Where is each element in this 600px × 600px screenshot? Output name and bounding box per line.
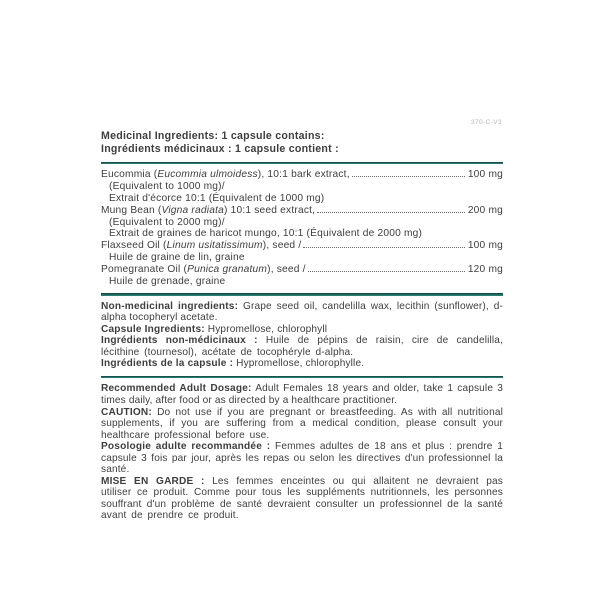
non-medicinal-lead-label: Ingrédients de la capsule : [101,358,234,370]
ingredient-subline: Extrait de graines de haricot mungo, 10:1 (Équivalent de 2000 mg) [109,228,423,240]
dotted-leader [317,212,465,213]
ingredient-latin-name: Eucommia ulmoidess [157,169,258,181]
ingredient-row [101,264,503,288]
ingredient-subline: Extrait d'écorce 10:1 (Équivalent de 1000 mg) [109,192,325,204]
ingredient-latin-name: Punica granatum [187,263,268,275]
ingredient-main-line [101,169,503,181]
ingredient-amount: 120 mg [467,263,503,275]
dosage-paragraph: MISE EN GARDE : Les femmes enceintes ou qui allaitent ne devraient pas utiliser ce produit. Comme pour tous les suppléments nutritionnels, les personnes souffrant d'un problème de santé devraient consulter un professionnel de la santé avant de prendre ce produit. [101,475,503,522]
label-content [101,130,503,525]
non-medicinal-lead-label: Ingrédients non-médicinaux : [101,335,258,347]
ingredient-main-line [101,205,503,217]
dosage-lead-label: MISE EN GARDE : [101,475,205,487]
non-medicinal-paragraph: Ingrédients non-médicinaux : Huile de pépins de raisin, cire de candelilla, lécithine (tournesol), acétate de tocophéryle d-alpha. [101,335,503,358]
dosage-lead-label: CAUTION: [101,406,152,418]
dosage-paragraph: Recommended Adult Dosage: Adult Females 18 years and older, take 1 capsule 3 times daily, after food or as directed by a healthcare practitioner. [101,383,504,406]
ingredient-row [101,240,503,264]
ingredient-row [101,205,503,240]
ingredient-row [101,169,503,204]
dotted-leader [303,247,464,248]
ingredient-amount: 100 mg [467,240,503,252]
ingredient-main-line [101,240,503,252]
divider-rule-bottom [101,376,503,378]
ingredient-latin-name: Linum usitatissimum [166,240,263,252]
ingredient-subline: (Equivalent to 2000 mg)/ [109,216,225,228]
divider-rule-top [101,162,503,164]
non-medicinal-paragraph: Ingrédients de la capsule : Hypromellose, chlorophylle. [101,358,365,370]
ingredient-subline: Huile de graine de lin, graine [109,251,245,263]
dosage-lead-label: Posologie adulte recommandée : [101,441,271,453]
dotted-leader [308,271,465,272]
ingredient-name: Flaxseed Oil (Linum usitatissimum), seed / [101,240,302,252]
label-version-code: 370-C-V3 [470,119,502,126]
ingredient-subline: Huile de grenade, graine [109,275,226,287]
dosage-paragraph: Posologie adulte recommandée : Femmes adultes de 18 ans et plus : prendre 1 capsule 3 fois par jour, après les repas ou selon les directives d'un professionnel la santé. [101,441,503,476]
medicinal-header-en: Medicinal Ingredients: 1 capsule contains: [101,130,325,142]
ingredient-name: Eucommia (Eucommia ulmoidess), 10:1 bark extract, [101,169,350,181]
dosage-caution-section [101,383,503,522]
non-medicinal-lead-label: Non-medicinal ingredients: [101,300,239,312]
non-medicinal-lead-label: Capsule Ingredients: [101,323,205,335]
non-medicinal-section [101,301,503,370]
medicinal-ingredients-header [101,130,503,156]
ingredient-latin-name: Vigna radiata [161,204,224,216]
divider-rule-middle [101,293,503,295]
dosage-paragraph: CAUTION: Do not use if you are pregnant or breastfeeding. As with all nutritional supplements, if you are suffering from a medical condition, please consult your healthcare professional before use. [101,406,503,441]
ingredient-name: Pomegranate Oil (Punica granatum), seed / [101,263,306,275]
ingredient-main-line [101,264,503,276]
ingredient-amount: 100 mg [467,169,503,181]
non-medicinal-paragraph: Non-medicinal ingredients: Grape seed oil, candelilla wax, lecithin (sunflower), d-alpha tocopheryl acetate. [101,300,503,324]
ingredient-amount: 200 mg [467,204,503,216]
ingredient-name: Mung Bean (Vigna radiata) 10:1 seed extract, [101,204,316,216]
medicinal-ingredients-list [101,169,503,287]
dotted-leader [352,176,465,177]
non-medicinal-paragraph: Capsule Ingredients: Hypromellose, chlorophyll [101,323,328,335]
medicinal-header-fr: Ingrédients médicinaux : 1 capsule contient : [101,143,339,155]
dosage-lead-label: Recommended Adult Dosage: [101,383,252,395]
ingredient-subline: (Equivalent to 1000 mg)/ [109,181,225,193]
